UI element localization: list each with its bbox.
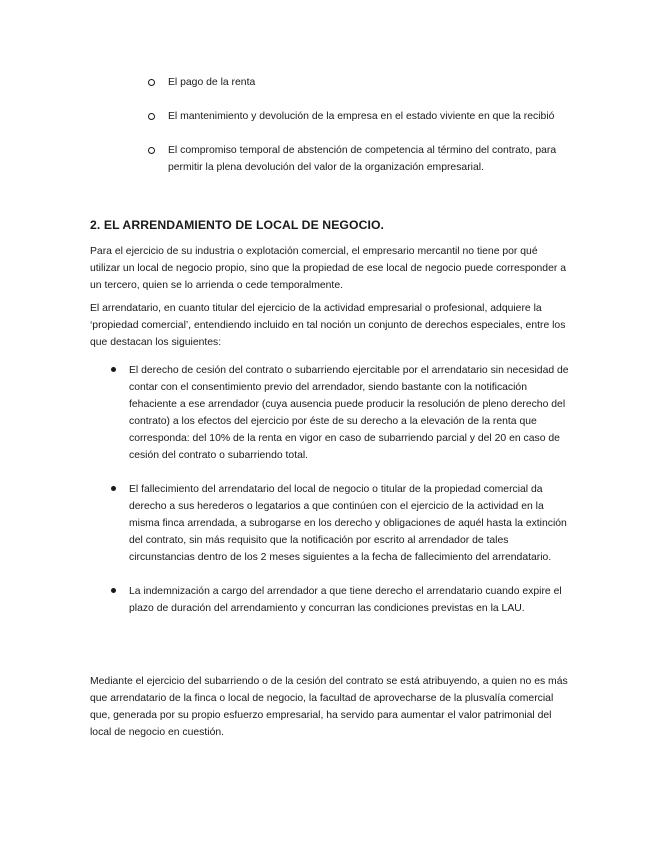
section-heading: 2. EL ARRENDAMIENTO DE LOCAL DE NEGOCIO.: [90, 218, 385, 232]
sub-bullet-item: [148, 108, 568, 125]
paragraph-arrendatario: El arrendatario, en cuanto titular del ejercicio de la actividad empresarial o profesional, adquiere la ‘propiedad comercial’, entendiendo incluido en tal noción un conjunto de derechos especiales, entre los que destacan los siguientes:: [90, 303, 566, 348]
rights-bullet-item: [110, 583, 570, 617]
filled-bullet-icon: [111, 367, 116, 372]
hollow-circle-bullet-icon: [148, 113, 155, 120]
filled-bullet-icon: [111, 588, 116, 593]
rights-bullet-text: El derecho de cesión del contrato o subarriendo ejercitable por el arrendatario sin necesidad de contar con el consentimiento previo del arrendador, siendo bastante con la notificación fehaciente a ese arrendador (cuya ausencia puede producir la resolución de pleno derecho del contrato) a los efectos del ejercicio por éste de su derecho a la elevación de la renta que corresponda: del 10% de la renta en vigor en caso de subarriendo parcial y del 20 en caso de cesión del contrato o subarriendo total.: [129, 365, 569, 461]
paragraph-intro: Para el ejercicio de su industria o explotación comercial, el empresario mercantil no tiene por qué utilizar un local de negocio propio, sino que la propiedad de ese local de negocio puede corresponder a un tercero, quien se lo arrienda o cede temporalmente.: [90, 246, 566, 291]
sub-bullet-item: [148, 74, 568, 91]
rights-bullet-list: [110, 362, 570, 617]
rights-bullet-item: [110, 362, 570, 464]
sub-bullet-text: El compromiso temporal de abstención de competencia al término del contrato, para permitir la plena devolución del valor de la organización empresarial.: [168, 145, 557, 173]
filled-bullet-icon: [111, 486, 116, 491]
sub-bullet-text: El mantenimiento y devolución de la empresa en el estado viviente en que la recibió: [168, 111, 555, 122]
paragraph-conclusion: Mediante el ejercicio del subarriendo o de la cesión del contrato se está atribuyendo, a quien no es más que arrendatario de la finca o local de negocio, la facultad de aprovecharse de la plusvalía comercial que, generada por su propio esfuerzo empresarial, ha servido para aumentar el valor patrimonial del local de negocio en cuestión.: [90, 676, 568, 738]
hollow-circle-bullet-icon: [148, 147, 155, 154]
rights-bullet-item: [110, 481, 570, 566]
hollow-circle-bullet-icon: [148, 79, 155, 86]
sub-bullet-item: [148, 142, 568, 176]
rights-bullet-text: La indemnización a cargo del arrendador a que tiene derecho el arrendatario cuando expire el plazo de duración del arrendamiento y concurran las condiciones previstas en la LAU.: [129, 586, 562, 614]
rights-bullet-text: El fallecimiento del arrendatario del local de negocio o titular de la propiedad comercial da derecho a sus herederos o legatarios a que continúen con el ejercicio de la actividad en la misma finca arrendada, a subrogarse en los derecho y obligaciones de aquél hasta la extinción del contrato, sin más requisito que la notificación por escrito al arrendador de tales circunstancias dentro de los 2 meses siguientes a la fecha de fallecimiento del arrendatario.: [129, 484, 567, 563]
sub-bullet-list: [148, 74, 568, 176]
sub-bullet-text: El pago de la renta: [168, 77, 256, 88]
